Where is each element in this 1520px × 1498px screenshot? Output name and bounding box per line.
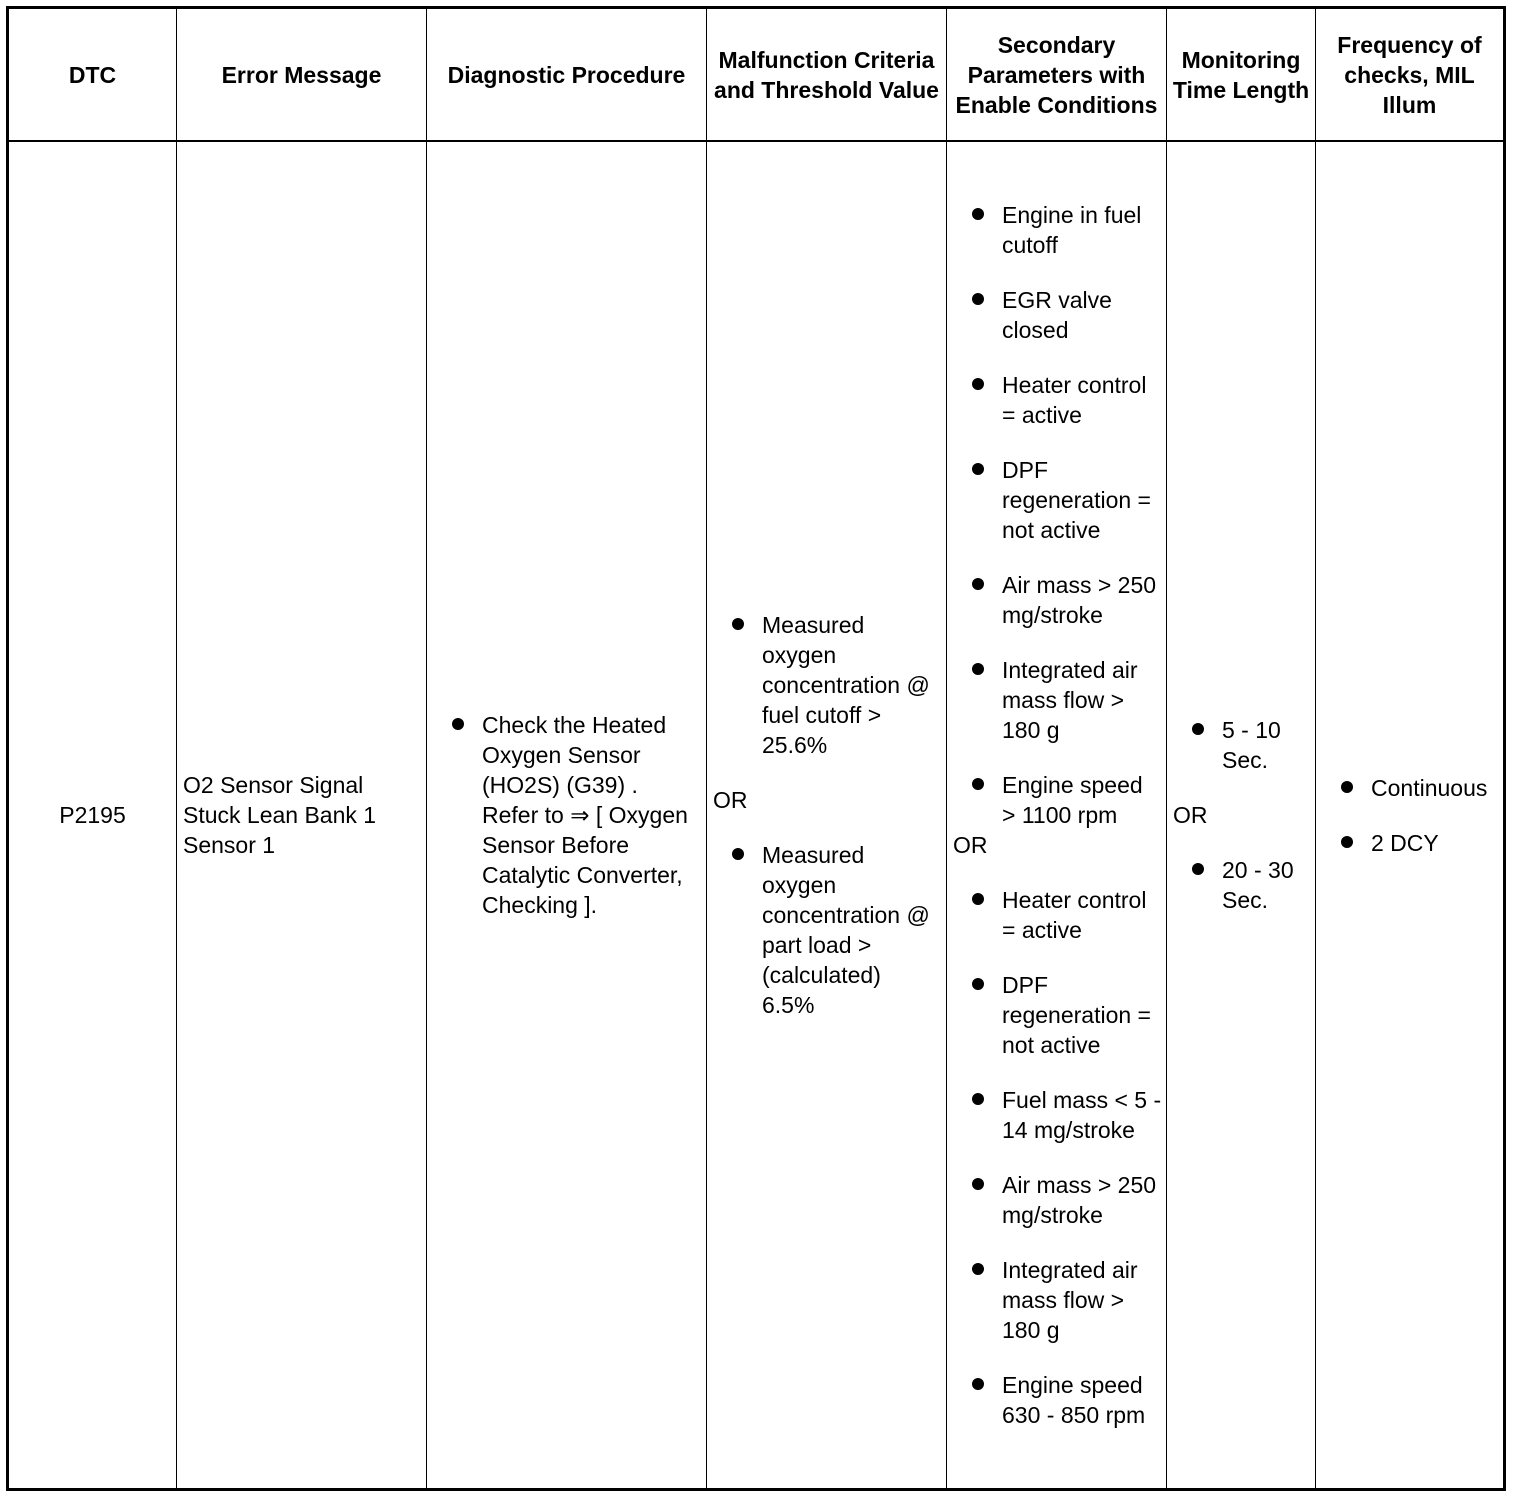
bullet-icon	[972, 778, 984, 790]
bullet-icon	[972, 893, 984, 905]
bullet-icon	[972, 978, 984, 990]
bullet-icon	[1192, 723, 1204, 735]
list-item: Air mass > 250 mg/stroke	[947, 570, 1166, 630]
bullet-icon	[972, 463, 984, 475]
bullet-icon	[452, 718, 464, 730]
list-item: Integrated air mass flow > 180 g	[947, 1255, 1166, 1345]
list-item: DPF regeneration = not active	[947, 455, 1166, 545]
list-item: Heater control = active	[947, 885, 1166, 945]
cell-diagnostic-procedure	[427, 142, 706, 1488]
header-monitoring-time: Monitoring Time Length	[1172, 46, 1310, 103]
list-item: Engine in fuel cutoff	[947, 200, 1166, 260]
bullet-icon	[972, 578, 984, 590]
bullet-icon	[732, 618, 744, 630]
bullet-icon	[1341, 781, 1353, 793]
bullet-icon	[972, 378, 984, 390]
header-dtc: DTC	[68, 61, 117, 88]
list-item: Air mass > 250 mg/stroke	[947, 1170, 1166, 1230]
bullet-icon	[1192, 863, 1204, 875]
dtc-table	[6, 6, 1506, 1491]
list-item: Integrated air mass flow > 180 g	[947, 655, 1166, 745]
secondary-group-1	[947, 200, 1166, 830]
header-diagnostic-procedure: Diagnostic Procedure	[447, 61, 686, 88]
bullet-icon	[972, 1378, 984, 1390]
list-item: Engine speed 630 - 850 rpm	[947, 1370, 1166, 1430]
or-separator: OR	[1173, 802, 1208, 828]
list-item: DPF regeneration = not active	[947, 970, 1166, 1060]
bullet-icon	[972, 1178, 984, 1190]
header-error-message: Error Message	[221, 61, 382, 88]
list-item: 2 DCY	[1316, 828, 1503, 858]
cell-secondary-parameters	[947, 142, 1166, 1488]
header-malfunction-criteria: Malfunction Criteria and Threshold Value	[714, 46, 939, 103]
bullet-icon	[1341, 836, 1353, 848]
list-item: Continuous	[1316, 773, 1503, 803]
cell-dtc	[9, 142, 176, 1488]
bullet-icon	[972, 1093, 984, 1105]
list-item: EGR valve closed	[947, 285, 1166, 345]
cell-malfunction-criteria	[707, 142, 946, 1488]
cell-monitoring-time	[1167, 142, 1315, 1488]
list-item: Engine speed > 1100 rpm	[947, 770, 1166, 830]
header-secondary-parameters: Secondary Parameters with Enable Conditions	[955, 31, 1158, 118]
bullet-icon	[972, 663, 984, 675]
error-message-text: O2 Sensor Signal Stuck Lean Bank 1 Sensor 1	[183, 772, 377, 858]
bullet-icon	[972, 208, 984, 220]
or-separator: OR	[953, 832, 988, 858]
list-item: Measured oxygen concentration @ fuel cutoff > 25.6%	[707, 610, 946, 760]
cell-error-message	[177, 142, 426, 1488]
header-frequency: Frequency of checks, MIL Illum	[1337, 31, 1482, 118]
secondary-group-2	[947, 885, 1166, 1430]
list-item: Fuel mass < 5 - 14 mg/stroke	[947, 1085, 1166, 1145]
list-item: Heater control = active	[947, 370, 1166, 430]
bullet-icon	[972, 1263, 984, 1275]
list-item: 20 - 30 Sec.	[1167, 855, 1315, 915]
list-item: Measured oxygen concentration @ part load > (calculated) 6.5%	[707, 840, 946, 1020]
list-item: Check the Heated Oxygen Sensor (HO2S) (G39) . Refer to ⇒ [ Oxygen Sensor Before Catalytic Converter, Checking ].	[427, 710, 706, 920]
or-separator: OR	[713, 787, 748, 813]
bullet-icon	[732, 848, 744, 860]
dtc-code: P2195	[59, 802, 126, 828]
list-item: 5 - 10 Sec.	[1167, 715, 1315, 775]
cell-frequency	[1316, 142, 1503, 1488]
bullet-icon	[972, 293, 984, 305]
